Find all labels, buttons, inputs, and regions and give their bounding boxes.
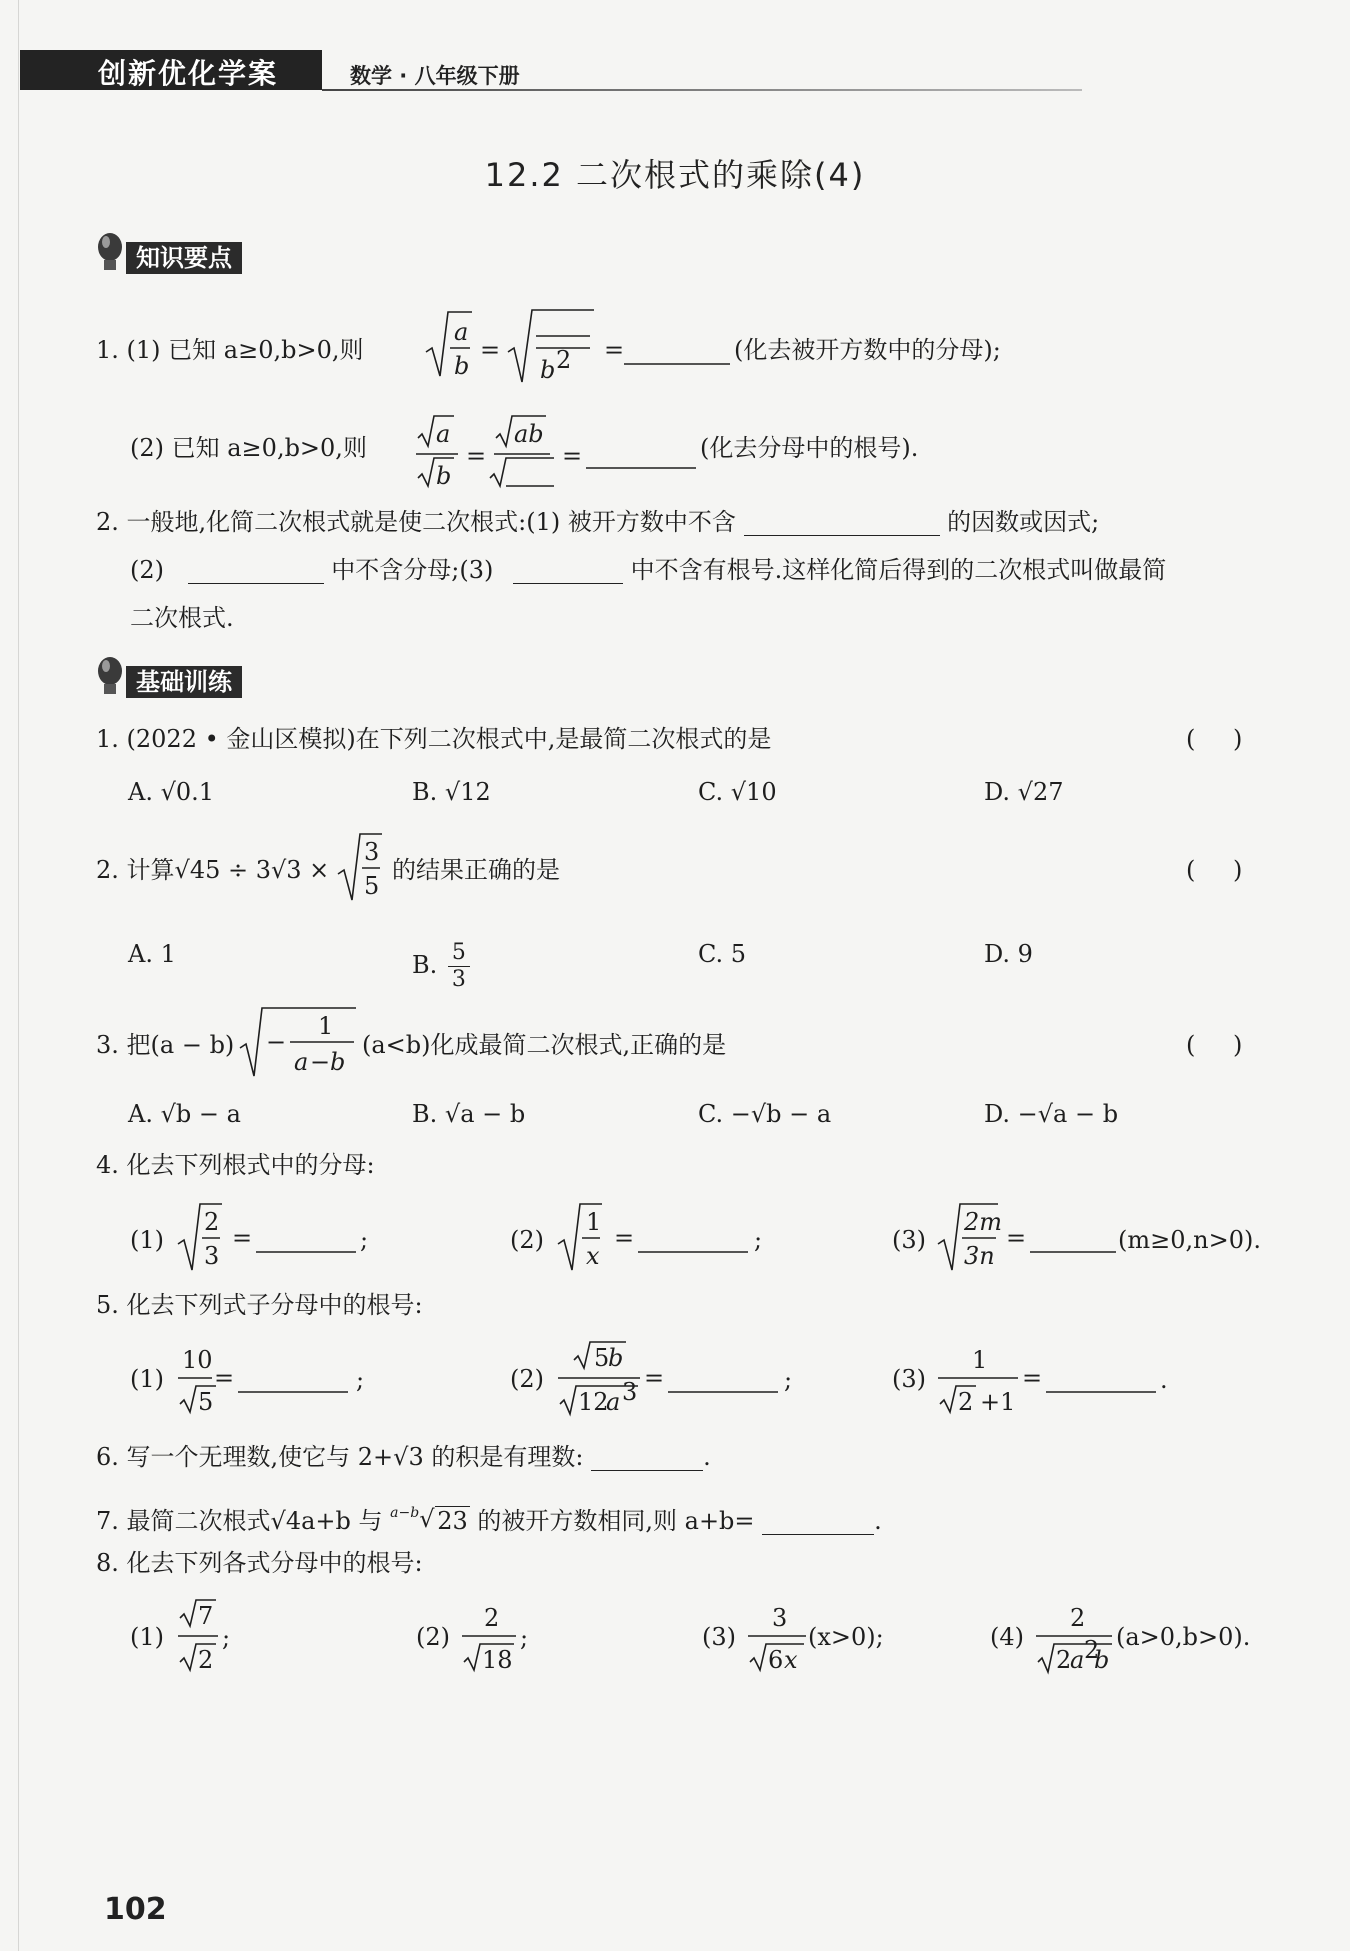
svg-text:3: 3: [204, 1242, 220, 1270]
brand-logo: 创新优化学案: [98, 57, 279, 90]
q1-option-d[interactable]: D. √27: [984, 778, 1064, 806]
question-5-stem: 5. 化去下列式子分母中的根号:: [96, 1291, 423, 1319]
svg-text:=: =: [614, 1224, 635, 1252]
svg-text:=: =: [562, 442, 583, 470]
q2-option-c[interactable]: C. 5: [698, 940, 747, 968]
question-6: [96, 1440, 711, 1474]
svg-text:b: b: [608, 1344, 624, 1372]
q8-part-4-condition: (a>0,b>0).: [1116, 1623, 1251, 1651]
q5-part-3-expr: [936, 1338, 1172, 1422]
svg-text:−: −: [266, 1028, 287, 1056]
question-6-text: 6. 写一个无理数,使它与 2+√3 的积是有理数:: [96, 1443, 584, 1471]
svg-text:=: =: [644, 1364, 665, 1392]
q3-root-fraction: [238, 1004, 362, 1084]
q1-option-a[interactable]: A. √0.1: [128, 778, 215, 806]
svg-text:b: b: [330, 1048, 346, 1076]
question-2-stem-a: 2. 计算√45 ÷ 3√3 ×: [96, 856, 330, 884]
svg-text:a: a: [436, 420, 451, 448]
knowledge-1-1-formula: [424, 306, 740, 388]
knowledge-2-text-b: 的因数或因式;: [947, 508, 1100, 536]
svg-text:2: 2: [204, 1208, 220, 1236]
q8-part-3-label: (3): [702, 1623, 736, 1651]
svg-text:3n: 3n: [964, 1242, 995, 1270]
header-rule: [322, 89, 1082, 91]
q4-part-2-label: (2): [510, 1226, 544, 1254]
svg-text:6: 6: [768, 1646, 784, 1674]
svg-text:;: ;: [784, 1366, 793, 1394]
lightbulb-icon: [96, 656, 124, 700]
knowledge-2-text-d: 中不含分母;(3): [331, 556, 494, 584]
q4-part-3-condition: (m≥0,n>0).: [1118, 1226, 1261, 1254]
question-7-text-a: 7. 最简二次根式√4a+b 与: [96, 1507, 383, 1535]
question-7-text-b: 的被开方数相同,则 a+b=: [477, 1507, 755, 1535]
answer-blank[interactable]: [513, 559, 623, 584]
knowledge-1-2-suffix: (化去分母中的根号).: [700, 434, 919, 462]
question-7: [96, 1496, 882, 1538]
period: .: [703, 1443, 711, 1471]
q3-option-d[interactable]: D. −√a − b: [984, 1100, 1119, 1128]
question-3-stem-a: 3. 把(a − b): [96, 1031, 235, 1059]
knowledge-2-text-e: 中不含有根号.这样化简后得到的二次根式叫做最简: [630, 556, 1167, 584]
q1-option-b[interactable]: B. √12: [412, 778, 491, 806]
svg-text:2: 2: [958, 1388, 974, 1416]
q4-part-2-expr: [556, 1200, 766, 1280]
q4-part-1-expr: [176, 1200, 372, 1280]
svg-text:3: 3: [622, 1378, 638, 1406]
q8-part-3-expr: [746, 1596, 808, 1680]
q1-option-c[interactable]: C. √10: [698, 778, 777, 806]
svg-text:=: =: [604, 336, 625, 364]
question-3-stem-b: (a<b)化成最简二次根式,正确的是: [362, 1031, 727, 1059]
q8-part-3-condition: (x>0);: [808, 1623, 884, 1651]
question-2-stem-b: 的结果正确的是: [392, 856, 560, 884]
knowledge-1-1-suffix: (化去被开方数中的分母);: [734, 336, 1001, 364]
q2-option-a[interactable]: A. 1: [128, 940, 176, 968]
svg-text:x: x: [784, 1646, 798, 1674]
q4-part-1-label: (1): [130, 1226, 164, 1254]
svg-text:1: 1: [318, 1012, 334, 1040]
svg-text:3: 3: [772, 1604, 788, 1632]
knowledge-2-text-c: (2): [130, 556, 164, 584]
answer-blank[interactable]: [744, 511, 940, 536]
q5-part-1-label: (1): [130, 1365, 164, 1393]
q4-part-3-label: (3): [892, 1226, 926, 1254]
q8-part-4-label: (4): [990, 1623, 1024, 1651]
svg-text:a: a: [294, 1048, 309, 1076]
svg-text:b: b: [454, 352, 470, 380]
svg-text:5: 5: [198, 1388, 214, 1416]
svg-text:2: 2: [1070, 1604, 1086, 1632]
svg-text:a: a: [454, 318, 469, 346]
section-label: 基础训练: [126, 666, 242, 698]
svg-text:=: =: [1022, 1364, 1043, 1392]
knowledge-2-line2: [130, 553, 1166, 587]
svg-text:;: ;: [754, 1226, 763, 1254]
root-index: a−b: [390, 1505, 420, 1521]
book-subject: 数学 · 八年级下册: [350, 64, 520, 88]
svg-text:ab: ab: [514, 420, 544, 448]
q5-part-1-expr: [176, 1338, 372, 1422]
answer-paren[interactable]: ( ): [1186, 725, 1243, 753]
section-label: 知识要点: [126, 242, 242, 274]
question-1-stem: 1. (2022 • 金山区模拟)在下列二次根式中,是最简二次根式的是: [96, 725, 772, 753]
question-4-stem: 4. 化去下列根式中的分母:: [96, 1151, 375, 1179]
svg-text:+1: +1: [980, 1388, 1016, 1416]
q8-part-2-label: (2): [416, 1623, 450, 1651]
knowledge-1-2-formula: [410, 410, 720, 492]
svg-text:7: 7: [198, 1602, 214, 1630]
q7-root: √ 23: [419, 1504, 470, 1538]
q8-part-1-label: (1): [130, 1623, 164, 1651]
q5-part-2-label: (2): [510, 1365, 544, 1393]
q2-option-b[interactable]: B. $\frac{5}{3}$: [412, 940, 473, 993]
period: .: [874, 1507, 882, 1535]
svg-text:2: 2: [198, 1646, 214, 1674]
svg-text:12: 12: [578, 1388, 609, 1416]
svg-text:5: 5: [594, 1344, 610, 1372]
q4-part-3-expr: [936, 1200, 1116, 1280]
svg-text:;: ;: [520, 1624, 529, 1652]
q3-option-c[interactable]: C. −√b − a: [698, 1100, 832, 1128]
svg-text:2: 2: [484, 1604, 500, 1632]
answer-paren[interactable]: ( ): [1186, 1031, 1243, 1059]
svg-text:b: b: [436, 462, 452, 490]
svg-text:=: =: [214, 1364, 235, 1392]
svg-text:=: =: [232, 1224, 253, 1252]
svg-text:;: ;: [356, 1366, 365, 1394]
q3-option-a[interactable]: A. √b − a: [128, 1100, 241, 1128]
svg-text:=: =: [480, 336, 501, 364]
svg-text:1: 1: [972, 1346, 988, 1374]
q8-part-2-expr: [460, 1596, 540, 1680]
q2-root-fraction: [336, 830, 388, 910]
svg-text:5: 5: [364, 872, 380, 900]
q5-part-2-expr: [556, 1338, 796, 1422]
svg-text:2: 2: [1084, 1636, 1100, 1664]
svg-text:10: 10: [182, 1346, 213, 1374]
svg-text:;: ;: [360, 1226, 369, 1254]
answer-blank[interactable]: [762, 1510, 874, 1535]
q8-part-1-expr: [176, 1596, 236, 1680]
knowledge-2-text-a: 2. 一般地,化简二次根式就是使二次根式:(1) 被开方数中不含: [96, 508, 736, 536]
answer-paren[interactable]: ( ): [1186, 856, 1243, 884]
answer-blank[interactable]: [591, 1446, 703, 1471]
svg-text:18: 18: [482, 1646, 513, 1674]
svg-text:−: −: [310, 1048, 331, 1076]
svg-text:=: =: [466, 442, 487, 470]
svg-text:1: 1: [586, 1208, 602, 1236]
svg-text:b: b: [1094, 1646, 1110, 1674]
svg-text:x: x: [586, 1242, 600, 1270]
svg-text:.: .: [1160, 1366, 1168, 1394]
page-edge: [18, 0, 19, 1951]
lesson-title: 12.2 二次根式的乘除(4): [484, 156, 866, 194]
svg-text:=: =: [1006, 1224, 1027, 1252]
svg-text:a: a: [606, 1388, 621, 1416]
svg-text:2: 2: [556, 346, 572, 374]
svg-text:b: b: [540, 356, 556, 384]
answer-blank[interactable]: [188, 559, 324, 584]
page-number: 102: [104, 1892, 167, 1927]
knowledge-2-line1: [96, 505, 1099, 539]
q2-option-d[interactable]: D. 9: [984, 940, 1033, 968]
q5-part-3-label: (3): [892, 1365, 926, 1393]
svg-text:;: ;: [222, 1624, 231, 1652]
svg-text:2m: 2m: [964, 1208, 1003, 1236]
svg-text:a: a: [1070, 1646, 1085, 1674]
lightbulb-icon: [96, 232, 124, 276]
svg-text:2: 2: [1056, 1646, 1072, 1674]
knowledge-2-line3: 二次根式.: [130, 604, 234, 632]
knowledge-1-2-prefix: (2) 已知 a≥0,b>0,则: [130, 434, 367, 462]
q8-part-4-expr: [1034, 1596, 1116, 1680]
knowledge-1-1-prefix: 1. (1) 已知 a≥0,b>0,则: [96, 336, 364, 364]
question-8-stem: 8. 化去下列各式分母中的根号:: [96, 1549, 423, 1577]
q3-option-b[interactable]: B. √a − b: [412, 1100, 526, 1128]
svg-text:3: 3: [364, 838, 380, 866]
